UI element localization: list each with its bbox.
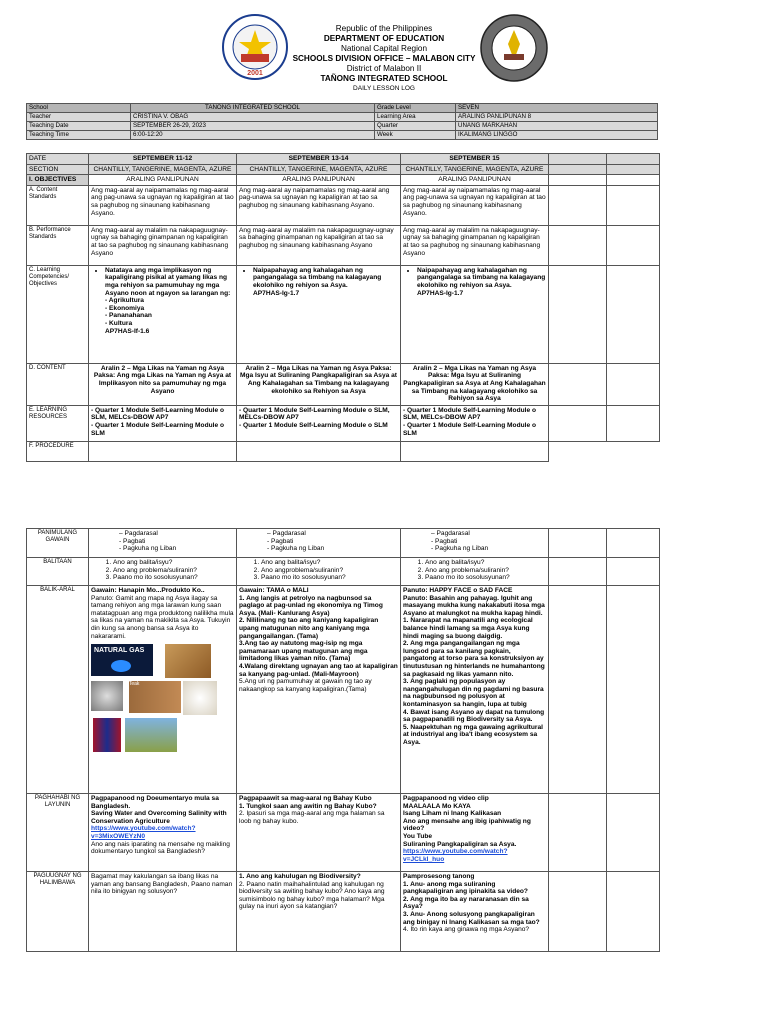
week-value: IKALIMANG LINGGO <box>456 131 658 140</box>
pagugnay-label: PAGUUGNAY NG HALIMBAWA <box>27 872 89 952</box>
department-line: DEPARTMENT OF EDUCATION <box>323 34 445 43</box>
resources-3: - Quarter 1 Module Self-Learning Module o SLM, MELCs-DBOW AP7 - Quarter 1 Module Self-Learning Module o SLM <box>401 405 549 441</box>
performance-standards-label: B. Performance Standards <box>27 225 89 265</box>
subject-col-1: ARALING PANLIPUNAN <box>89 175 237 186</box>
performance-standards-3: Ang mag-aaral ay malalim na nakapaguugnay-ugnay sa bahaging ginampanan ng kapaligiran at tao sa paghubog ng sinaunang kabihasnang Asyano <box>401 225 549 265</box>
svg-text:2001: 2001 <box>247 70 263 77</box>
objectives-header: I. OBJECTIVES <box>27 175 89 186</box>
table-row <box>27 122 658 131</box>
paghahabi-label: PAGHAHABI NG LAYUNIN <box>27 794 89 872</box>
table-row <box>27 131 658 140</box>
table-row <box>27 441 660 461</box>
content-standards-label: A. Content Standards <box>27 185 89 225</box>
table-row <box>27 586 660 794</box>
competencies-label: C. Learning Competencies/ Objectives <box>27 265 89 363</box>
date-col-3: SEPTEMBER 15 <box>401 154 549 165</box>
area-value: ARALING PANLIPUNAN 8 <box>456 113 658 122</box>
content-label: D. CONTENT <box>27 363 89 405</box>
pagugnay-2: 1. Ano ang kahulugan ng Biodiversity? 2. Paano natin maihahalintulad ang kahulugan ng biodiversity sa awiting bahay kubo? Ano kaya ang sumisimbolo ng bahay kubo? mga halaman? Mga gulay na inuri ayon sa katangian? <box>237 872 401 952</box>
date-label: Teaching Date <box>27 122 131 131</box>
pagugnay-3: Pamprosesong tanong 1. Anu- anong mga suliraning pangkapaligiran ang ipinakita sa video? 2. Ang mga ito ba ay nararanasan din sa Asya? 3. Anu- Anong solusyong pangkapaligiran ang binigay ni Inang Kalikasan sa mga tao? 4. Ito rin kaya ang ginawa ng mga Asyano? <box>401 872 549 952</box>
table-row <box>27 154 660 165</box>
table-row <box>27 529 660 558</box>
content-standards-2: Ang mag-aaral ay naipamamalas ng mag-aaral ang pag-unawa sa ugnayan ng kapaligiran at tao sa paghubog ng sinaunang kabihasnang Asyano. <box>237 185 401 225</box>
rubber-image <box>91 681 123 711</box>
section-col-1: CHANTILLY, TANGERINE, MAGENTA, AZURE <box>89 164 237 175</box>
region-line: National Capital Region <box>340 44 428 53</box>
rice-image <box>183 681 217 715</box>
product-images <box>91 644 234 752</box>
table-row <box>27 225 660 265</box>
youtube-link-2[interactable]: https://www.youtube.com/watch?v=JCLkl_huo <box>403 848 508 863</box>
table-row <box>27 113 658 122</box>
balitaan-3: 1. Ano ang balita/isyu? 2. Ano ang problema/suliranin? 3. Paano mo ito sosolusyunan? <box>401 558 549 586</box>
table-row <box>27 405 660 441</box>
list-item: • Naipapahayag ang kahalagahan ng pangangalaga sa timbang na kalagayang ekolohiko ng rehiyon sa Asya. AP7HAS-Ig-1.7 <box>253 267 398 297</box>
paghahabi-2: Pagpapaawit sa mag-aaral ng Bahay Kubo 1. Tungkol saan ang awitin ng Bahay Kubo? 2. Ipasuri sa mga mag-aaral ang mga halaman sa loob ng bahay kubo. <box>237 794 401 872</box>
date-header: DATE <box>27 154 89 165</box>
panimula-3: – Pagdarasal - Pagbati - Pagkuha ng Liban <box>401 529 549 558</box>
panimula-label: PANIMULANG GAWAIN <box>27 529 89 558</box>
republic-line: Republic of the Philippines <box>335 24 433 33</box>
section-col-2: CHANTILLY, TANGERINE, MAGENTA, AZURE <box>237 164 401 175</box>
resources-label: E. LEARNING RESOURCES <box>27 405 89 441</box>
content-2: Aralin 2 – Mga Likas na Yaman ng Asya Paksa: Mga Isyu at Suliraning Pangkapaligiran sa Asya at Ang Kahalagahan sa Timbang na kalagayang ekolohiko sa Rehiyon sa Asya <box>237 363 401 405</box>
content-3: Aralin 2 – Mga Likas na Yaman ng Asya Paksa: Mga Isyu at Suliraning Pangkapaligiran sa Asya at Ang Kahalagahan sa Timbang na kalagayang ekolohiko sa Rehiyon sa Asya <box>401 363 549 405</box>
date-col-2: SEPTEMBER 13-14 <box>237 154 401 165</box>
balikaral-3: Panuto: HAPPY FACE o SAD FACE Panuto: Basahin ang pahayag. Iguhit ang masayang mukha kung nakakabuti itosa mga Asyano at malungkot na mukha kapag hindi. 1. Nararapat na mapanatili ang ecological balance hindi lamang sa mga Asya kung hindi maging sa buong daigdig. 2. Ang mga pangangailangan ng mga lungsod para sa kanilang pagkain, pangatong at torso para sa konstruksiyon ay tinutustusan ng hinterlands ne humahantong sa pagkasaid ng likas yamann nito. 3. Ang paglaki ng populasyon ay nangangahulugan din ng pagdami ng basura na nagbubunsod ng polusyon at kontaminasyon sa hangin, lupa at tubig 4. Bawat isang Asyano ay dapat na tumulong sa pagpapanatili ng Biodiversity sa Asya. 5. Naapektuhan ng mga gawaing agrikultural at industriyal ang iba't ibang ecosystem sa Asya. <box>401 586 549 794</box>
school-name-line: TAÑONG INTEGRATED SCHOOL <box>320 74 448 83</box>
performance-standards-1: Ang mag-aaral ay malalim na nakapaguugnay-ugnay sa bahaging ginampanan ng kapaligiran at tao sa paghubog ng sinaunang kabihasnang Asyano <box>89 225 237 265</box>
table-row <box>27 175 660 186</box>
subject-col-3: ARALING PANLIPUNAN <box>401 175 549 186</box>
time-label: Teaching Time <box>27 131 131 140</box>
district-line: District of Malabon II <box>346 64 422 73</box>
competencies-1 <box>89 265 237 363</box>
panimula-1: – Pagdarasal - Pagbati - Pagkuha ng Liban <box>89 529 237 558</box>
quarter-label: Quarter <box>375 122 456 131</box>
table-row <box>27 363 660 405</box>
subject-col-2: ARALING PANLIPUNAN <box>237 175 401 186</box>
division-line: SCHOOLS DIVISION OFFICE – MALABON CITY <box>292 54 476 63</box>
resources-2: - Quarter 1 Module Self-Learning Module o SLM, MELCs-DBOW AP7 - Quarter 1 Module Self-Learning Module o SLM <box>237 405 401 441</box>
grade-label: Grade Level <box>375 104 456 113</box>
procedure-table <box>26 528 660 952</box>
table-row <box>27 104 658 113</box>
school-value: TANONG INTEGRATED SCHOOL <box>131 104 375 113</box>
paghahabi-3: Pagpapanood ng video clip MAALAALA Mo KAYA Isang Liham ni Inang Kalikasan Ano ang mensahe ang ibig ipahiwatig ng video? You Tube Suliraning Pangkapaligiran sa Asya. https://www.youtube.com/watch?v=JCLkl_huo <box>401 794 549 872</box>
date-value: SEPTEMBER 26-29, 2023 <box>131 122 375 131</box>
competencies-3 <box>401 265 549 363</box>
paghahabi-1: Pagpapanood ng Doeumentaryo mula sa Bangladesh. Saving Water and Overcoming Salinity with Conservation Agriculture https://www.youtube.com/watch?v=3MixOWEYzN0 Ano ang nais iparating na mensahe ng maikling dokumentaryo tungkol sa Bangladesh? <box>89 794 237 872</box>
balitaan-2: 1. Ano ang balita/isyu? 2. Ano angproblema/suliranin? 3. Paano mo ito sosolusyunan? <box>237 558 401 586</box>
content-1: Aralin 2 – Mga Likas na Yaman ng Asya Paksa: Ang mga Likas na Yaman ng Asya at Implikasyon nito sa pamumuhay ng mga Asyano <box>89 363 237 405</box>
teak-image: Teak <box>129 681 181 713</box>
grade-value: SEVEN <box>456 104 658 113</box>
textile-image <box>93 718 121 752</box>
lesson-info-table <box>26 103 658 140</box>
youtube-link-1[interactable]: https://www.youtube.com/watch?v=3MixOWEYzN0 <box>91 825 196 840</box>
natural-gas-image: NATURAL GAS <box>91 644 153 676</box>
objectives-table <box>26 153 660 462</box>
performance-standards-2: Ang mag-aaral ay malalim na nakapaguugnay-ugnay sa bahaging ginampanan ng kapaligiran at tao sa paghubog ng sinaunang kabihasnang Asyano <box>237 225 401 265</box>
farmer-image <box>125 718 177 752</box>
teacher-label: Teacher <box>27 113 131 122</box>
teacher-value: CRISTINA V. OBAG <box>131 113 375 122</box>
pagugnay-1: Bagamat may kakulangan sa ibang likas na yaman ang bansang Bangladesh, Paano naman nila ito binigyan ng solusyon? <box>89 872 237 952</box>
panimula-2: – Pagdarasal - Pagbati - Pagkuha ng Liban <box>237 529 401 558</box>
content-standards-1: Ang mag-aaral ay naipamamalas ng mag-aaral ang pag-unawa sa ugnayan ng kapaligiran at tao sa paghubog ng sinaunang kabihasnang Asyano. <box>89 185 237 225</box>
table-row <box>27 265 660 363</box>
area-label: Learning Area <box>375 113 456 122</box>
balikaral-1: Gawain: Hanapin Mo...Produkto Ko.. Panuto: Gamit ang mapa ng Asya ilagay sa tamang rehiyon ang mga larawan kung saan matatagpuan ang mga produktong nalilikha mula sa likas na yaman na makikita sa Asya. Tukuyin din kung sa anong bansa sa Asya ito nakararami. NATURAL GAS Teak <box>89 586 237 794</box>
dll-title: DAILY LESSON LOG <box>353 85 415 92</box>
balikaral-2: Gawain: TAMA o MALI 1. Ang langis at petrolyo na nagbunsod sa paglago at pag-unlad ng ekonomiya ng Timog Asya. (Mali- Kanlurang Asya) 2. Nililinang ng tao ang kaniyang kapaligiran upang matugunan nito ang kaniyang mga pangangailangan. (Tama) 3.Ang tao ay natutong mag-isip ng mga pamamaraan upang matugunan ang mga limitadong likas yaman nito. (Tama) 4.Walang direktang ugnayan ang tao at kapaligiran sa kanyang pag-unlad. (Mali-Mayroon) 5.Ang uri ng pamumuhay at gawain ng tao ay nakaangkop sa kanyang kapaligiran.(Tama) <box>237 586 401 794</box>
table-row <box>27 794 660 872</box>
wood-image <box>165 644 211 678</box>
table-row <box>27 164 660 175</box>
table-row <box>27 185 660 225</box>
section-header: SECTION <box>27 164 89 175</box>
date-col-1: SEPTEMBER 11-12 <box>89 154 237 165</box>
resources-1: - Quarter 1 Module Self-Learning Module o SLM, MELCs-DBOW AP7 - Quarter 1 Module Self-Learning Module o SLM <box>89 405 237 441</box>
table-row <box>27 872 660 952</box>
list-item: • Naipapahayag ang kahalagahan ng pangangalaga sa timbang na kalagayang ekolohiko ng rehiyon sa Asya. AP7HAS-Ig-1.7 <box>417 267 546 297</box>
table-row <box>27 558 660 586</box>
competencies-2 <box>237 265 401 363</box>
time-value: 6:00-12:20 <box>131 131 375 140</box>
balitaan-label: BALITAAN <box>27 558 89 586</box>
list-item: • Natataya ang mga implikasyon ng kapaligirang pisikal at yamang likas ng mga rehiyon sa pamumuhay ng mga Asyano noon at ngayon sa larangan ng: - Agrikultura - Ekonomiya - Pananahanan - Kultura AP7HAS-If-1.6 <box>105 267 234 335</box>
content-standards-3: Ang mag-aaral ay naipamamalas ng mag-aaral ang pag-unawa sa ugnayan ng kapaligiran at tao sa paghubog ng sinaunang kabihasnang Asyano. <box>401 185 549 225</box>
balitaan-1: 1. Ano ang balita/isyu? 2. Ano ang problema/suliranin? 3. Paano mo ito sosolusyunan? <box>89 558 237 586</box>
document-header <box>234 24 534 94</box>
section-col-3: CHANTILLY, TANGERINE, MAGENTA, AZURE <box>401 164 549 175</box>
quarter-value: UNANG MARKAHAN <box>456 122 658 131</box>
balikaral-label: BALIK-ARAL <box>27 586 89 794</box>
week-label: Week <box>375 131 456 140</box>
procedure-label: F. PROCEDURE <box>27 441 89 461</box>
school-label: School <box>27 104 131 113</box>
